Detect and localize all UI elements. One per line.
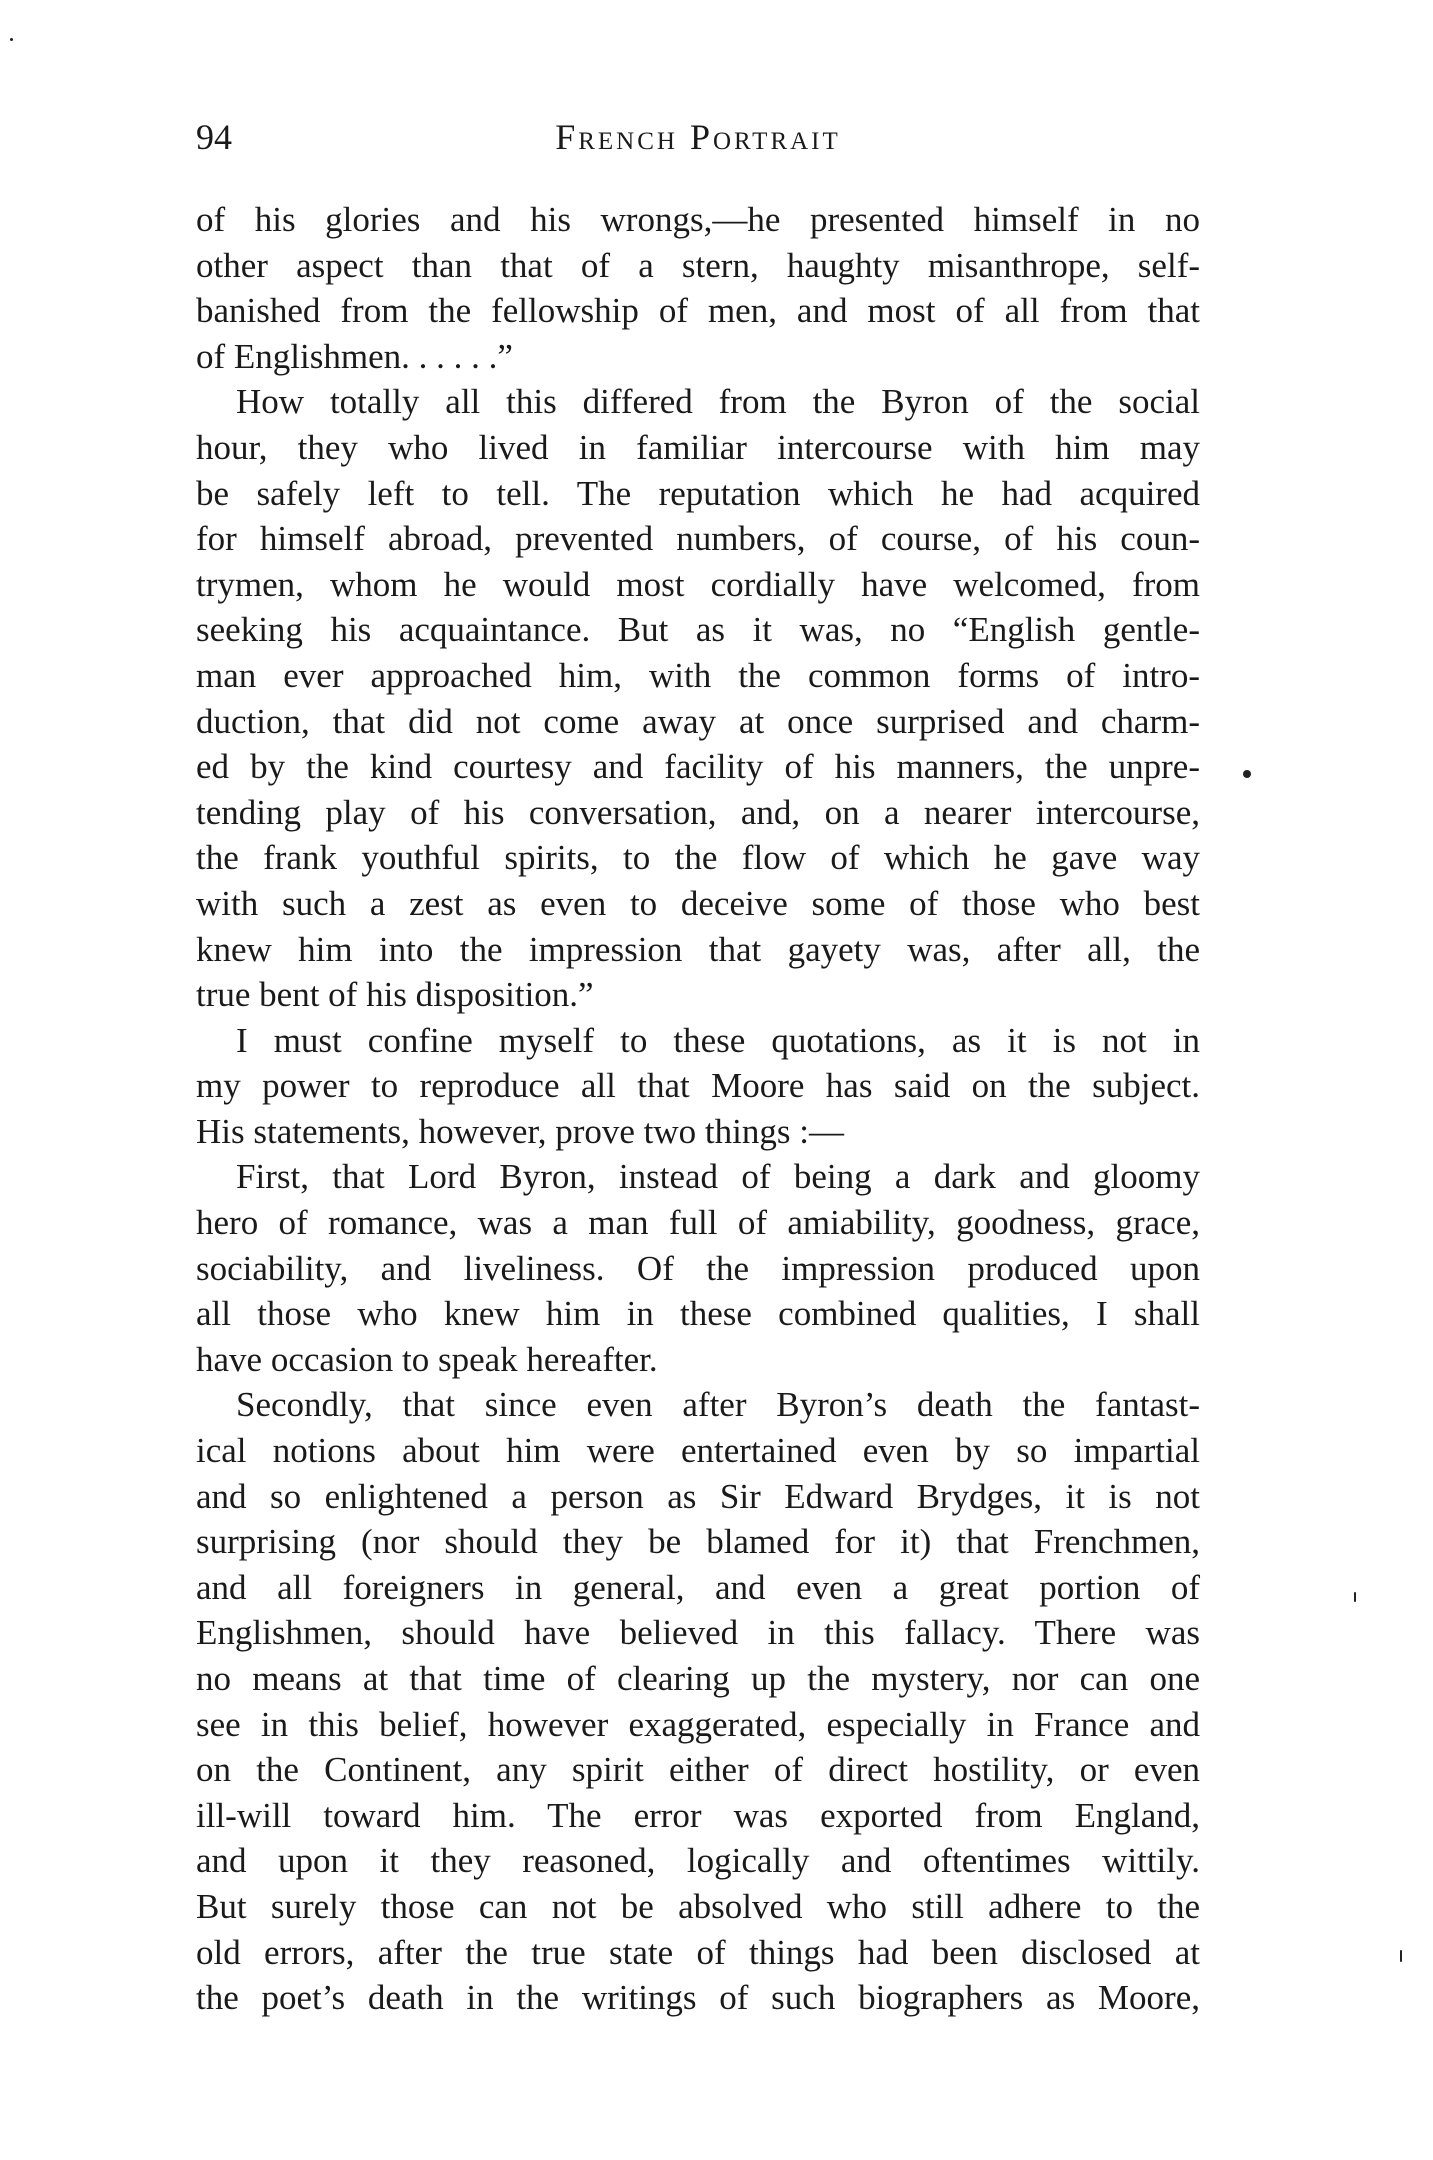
page-header <box>196 116 1200 164</box>
text-line: the poet’s death in the writings of such biographers as Moore, <box>196 1978 1200 2018</box>
text-line: ill-will toward him. The error was exported from England, <box>196 1795 1200 1835</box>
text-line: How totally all this differed from the Byron of the social <box>236 382 1200 422</box>
text-line: His statements, however, prove two things :— <box>196 1111 844 1151</box>
text-line: I must confine myself to these quotations, as it is not in <box>236 1020 1200 1060</box>
text-line: no means at that time of clearing up the mystery, nor can one <box>196 1659 1200 1698</box>
text-line: First, that Lord Byron, instead of being a dark and gloomy <box>236 1157 1200 1197</box>
text-line: old errors, after the true state of things had been disclosed at <box>196 1932 1200 1972</box>
text-line: all those who knew him in these combined qualities, I shall <box>196 1294 1200 1334</box>
text-line: and so enlightened a person as Sir Edward Brydges, it is not <box>196 1476 1200 1516</box>
text-line: the frank youthful spirits, to the flow of which he gave way <box>196 838 1200 878</box>
text-line: with such a zest as even to deceive some of those who best <box>196 883 1200 923</box>
text-line: ical notions about him were entertained even by so impartial <box>196 1431 1200 1471</box>
text-line: have occasion to speak hereafter. <box>196 1339 658 1379</box>
text-line: see in this belief, however exaggerated, especially in France and <box>196 1704 1200 1744</box>
ink-speck <box>1354 1592 1356 1602</box>
running-head: French Portrait <box>555 117 841 157</box>
ink-speck <box>10 38 13 41</box>
ink-speck <box>1400 1950 1402 1962</box>
text-line: hero of romance, was a man full of amiability, goodness, grace, <box>196 1203 1200 1243</box>
text-line: tending play of his conversation, and, on a nearer intercourse, <box>196 792 1200 832</box>
text-line: be safely left to tell. The reputation which he had acquired <box>196 473 1200 513</box>
text-line: hour, they who lived in familiar intercourse with him may <box>196 427 1200 467</box>
text-line: Englishmen, should have believed in this fallacy. There was <box>196 1613 1200 1653</box>
text-line: my power to reproduce all that Moore has said on the subject. <box>196 1066 1200 1106</box>
text-line: man ever approached him, with the common forms of intro- <box>196 655 1200 695</box>
text-line: sociability, and liveliness. Of the impression produced upon <box>196 1248 1200 1288</box>
text-line: of his glories and his wrongs,—he presented himself in no <box>196 200 1200 239</box>
text-line: Secondly, that since even after Byron’s death the fantast- <box>236 1385 1200 1425</box>
text-line: on the Continent, any spirit either of direct hostility, or even <box>196 1750 1200 1790</box>
text-line: true bent of his disposition.” <box>196 975 594 1015</box>
text-line: of Englishmen. . . . . .” <box>196 336 513 376</box>
text-line: banished from the fellowship of men, and most of all from that <box>196 291 1200 331</box>
text-line: knew him into the impression that gayety was, after all, the <box>196 929 1200 969</box>
text-line: But surely those can not be absolved who still adhere to the <box>196 1886 1200 1926</box>
text-line: trymen, whom he would most cordially have welcomed, from <box>196 564 1200 604</box>
ink-speck <box>1243 770 1251 778</box>
text-line: ed by the kind courtesy and facility of his manners, the unpre- <box>196 747 1200 787</box>
text-line: seeking his acquaintance. But as it was, no “English gentle- <box>196 610 1200 650</box>
page-number: 94 <box>196 117 232 157</box>
text-line: for himself abroad, prevented numbers, of course, of his coun- <box>196 519 1200 559</box>
text-line: surprising (nor should they be blamed for it) that Frenchmen, <box>196 1522 1200 1562</box>
body-text <box>196 197 1200 2021</box>
text-line: other aspect than that of a stern, haughty misanthrope, self- <box>196 245 1200 285</box>
text-line: and all foreigners in general, and even a great portion of <box>196 1567 1200 1607</box>
text-line: duction, that did not come away at once surprised and charm- <box>196 701 1200 741</box>
text-line: and upon it they reasoned, logically and oftentimes wittily. <box>196 1841 1200 1881</box>
